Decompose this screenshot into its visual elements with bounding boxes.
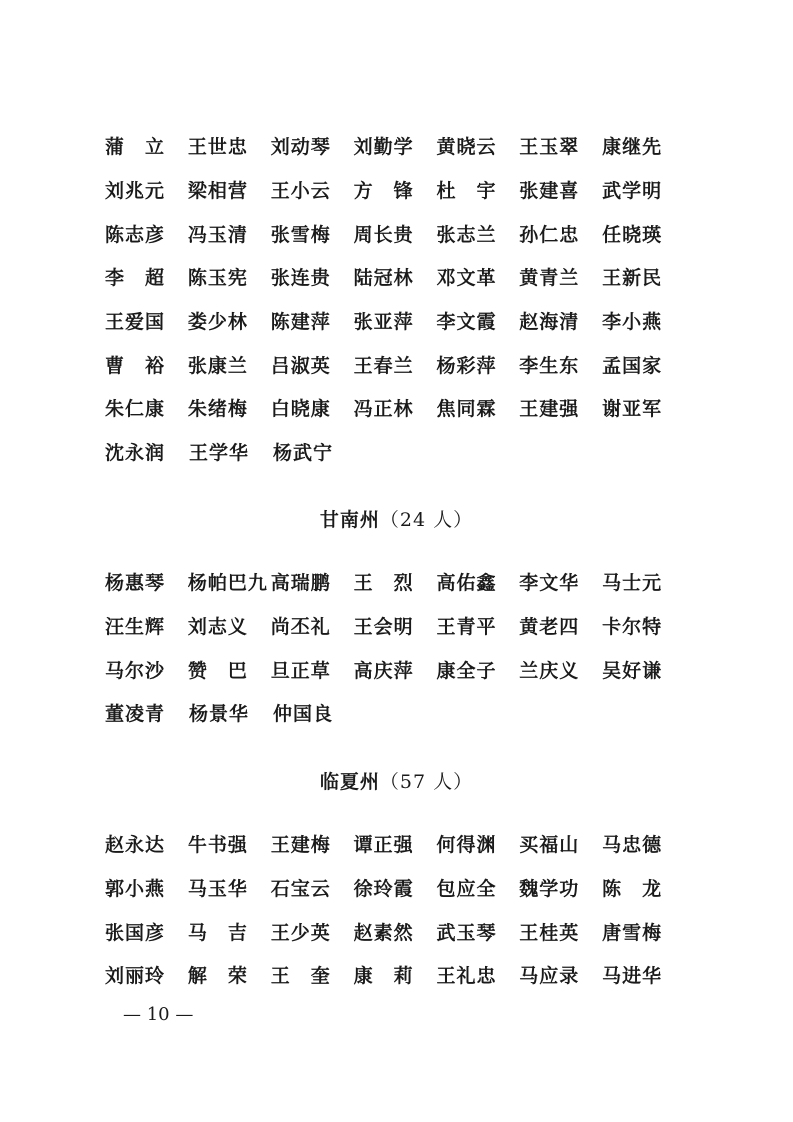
person-name: 王会明 — [353, 616, 414, 639]
person-name: 沈永润 — [105, 442, 166, 465]
person-name: 方 锋 — [353, 180, 414, 203]
person-name: 白晓康 — [270, 398, 331, 421]
person-name: 马应录 — [519, 965, 580, 988]
person-name: 刘兆元 — [105, 180, 166, 203]
person-name: 陈志彦 — [105, 223, 166, 246]
person-name: 汪生辉 — [105, 616, 166, 639]
person-name: 郭小燕 — [105, 878, 166, 901]
person-name: 黄老四 — [519, 616, 580, 639]
person-name: 王 烈 — [353, 572, 414, 595]
person-name: 张志兰 — [436, 223, 497, 246]
person-name: 杨帕巴九 — [187, 572, 268, 595]
person-name: 马 吉 — [187, 921, 248, 944]
person-name: 马进华 — [602, 965, 663, 988]
person-name: 高庆萍 — [353, 659, 414, 682]
name-row — [105, 342, 685, 386]
person-name: 杨景华 — [189, 703, 250, 726]
name-row — [105, 386, 685, 430]
person-name: 康全子 — [436, 659, 497, 682]
name-row — [105, 430, 685, 474]
person-name: 徐玲霞 — [353, 878, 414, 901]
person-name: 谭正强 — [353, 834, 414, 857]
person-name: 杨武宁 — [273, 442, 334, 465]
person-name: 张连贵 — [270, 267, 331, 290]
person-name: 董凌青 — [105, 703, 166, 726]
person-name: 刘志义 — [187, 616, 248, 639]
person-name: 王学华 — [189, 442, 250, 465]
person-name: 王玉翠 — [519, 136, 580, 159]
name-row — [105, 211, 685, 255]
name-row — [105, 647, 685, 691]
person-name: 康继先 — [602, 136, 663, 159]
person-name: 王 奎 — [270, 965, 331, 988]
person-name: 焦同霖 — [436, 398, 497, 421]
person-name: 黄青兰 — [519, 267, 580, 290]
person-name: 康 莉 — [353, 965, 414, 988]
person-name: 王少英 — [270, 921, 331, 944]
person-name: 解 荣 — [187, 965, 248, 988]
name-list-gannan — [105, 560, 685, 735]
name-row — [105, 909, 685, 953]
person-name: 刘动琴 — [270, 136, 331, 159]
person-name: 吕淑英 — [270, 354, 331, 377]
person-name: 买福山 — [519, 834, 580, 857]
person-name: 王礼忠 — [436, 965, 497, 988]
person-name: 张康兰 — [187, 354, 248, 377]
person-name: 陆冠林 — [353, 267, 414, 290]
section-heading-linxia — [0, 767, 793, 794]
person-name: 赵素然 — [353, 921, 414, 944]
person-name: 王青平 — [436, 616, 497, 639]
name-row — [105, 604, 685, 648]
name-list-continued — [105, 124, 685, 474]
person-name: 旦正草 — [270, 659, 331, 682]
person-name: 王爱国 — [105, 311, 166, 334]
person-name: 李文华 — [519, 572, 580, 595]
person-name: 李小燕 — [602, 311, 663, 334]
person-name: 仲国良 — [273, 703, 334, 726]
section-count: （57 人） — [379, 771, 474, 793]
person-name: 赵海清 — [519, 311, 580, 334]
person-name: 陈 龙 — [602, 878, 663, 901]
person-name: 刘丽玲 — [105, 965, 166, 988]
person-name: 陈建萍 — [270, 311, 331, 334]
person-name: 马忠德 — [602, 834, 663, 857]
person-name: 邓文革 — [436, 267, 497, 290]
person-name: 高瑞鹏 — [270, 572, 331, 595]
person-name: 武学明 — [602, 180, 663, 203]
page-number: — 10 — — [123, 1004, 194, 1025]
person-name: 武玉琴 — [436, 921, 497, 944]
person-name: 蒲 立 — [105, 136, 166, 159]
person-name: 何得渊 — [436, 834, 497, 857]
person-name: 吴好谦 — [602, 659, 663, 682]
person-name: 马尔沙 — [105, 659, 166, 682]
section-count: （24 人） — [379, 509, 474, 531]
person-name: 孙仁忠 — [519, 223, 580, 246]
person-name: 朱仁康 — [105, 398, 166, 421]
person-name: 李 超 — [105, 267, 166, 290]
name-row — [105, 866, 685, 910]
name-row — [105, 255, 685, 299]
person-name: 王建梅 — [270, 834, 331, 857]
person-name: 王桂英 — [519, 921, 580, 944]
name-row — [105, 953, 685, 997]
person-name: 王小云 — [270, 180, 331, 203]
person-name: 赵永达 — [105, 834, 166, 857]
person-name: 牛书强 — [187, 834, 248, 857]
person-name: 任晓瑛 — [602, 223, 663, 246]
person-name: 曹 裕 — [105, 354, 166, 377]
section-heading-gannan — [0, 505, 793, 532]
person-name: 张建喜 — [519, 180, 580, 203]
person-name: 魏学功 — [519, 878, 580, 901]
person-name: 娄少林 — [187, 311, 248, 334]
person-name: 王新民 — [602, 267, 663, 290]
person-name: 包应全 — [436, 878, 497, 901]
name-row — [105, 560, 685, 604]
person-name: 杨惠琴 — [105, 572, 166, 595]
person-name: 卡尔特 — [602, 616, 663, 639]
person-name: 陈玉宪 — [187, 267, 248, 290]
person-name: 尚丕礼 — [270, 616, 331, 639]
name-list-linxia — [105, 822, 685, 997]
name-row — [105, 299, 685, 343]
person-name: 李生东 — [519, 354, 580, 377]
person-name: 兰庆义 — [519, 659, 580, 682]
person-name: 张亚萍 — [353, 311, 414, 334]
section-title: 甘南州 — [319, 509, 380, 531]
person-name: 张雪梅 — [270, 223, 331, 246]
person-name: 周长贵 — [353, 223, 414, 246]
person-name: 王建强 — [519, 398, 580, 421]
name-row — [105, 124, 685, 168]
name-row — [105, 691, 685, 735]
name-row — [105, 822, 685, 866]
person-name: 梁相营 — [187, 180, 248, 203]
person-name: 黄晓云 — [436, 136, 497, 159]
section-title: 临夏州 — [319, 771, 380, 793]
person-name: 张国彦 — [105, 921, 166, 944]
person-name: 马玉华 — [187, 878, 248, 901]
person-name: 石宝云 — [270, 878, 331, 901]
person-name: 王世忠 — [187, 136, 248, 159]
person-name: 李文霞 — [436, 311, 497, 334]
person-name: 王春兰 — [353, 354, 414, 377]
person-name: 刘勤学 — [353, 136, 414, 159]
person-name: 唐雪梅 — [602, 921, 663, 944]
person-name: 冯玉清 — [187, 223, 248, 246]
person-name: 孟国家 — [602, 354, 663, 377]
person-name: 谢亚军 — [602, 398, 663, 421]
person-name: 马士元 — [602, 572, 663, 595]
person-name: 朱绪梅 — [187, 398, 248, 421]
person-name: 赞 巴 — [187, 659, 248, 682]
person-name: 杨彩萍 — [436, 354, 497, 377]
person-name: 高佑鑫 — [436, 572, 497, 595]
person-name: 冯正林 — [353, 398, 414, 421]
person-name: 杜 宇 — [436, 180, 497, 203]
name-row — [105, 168, 685, 212]
